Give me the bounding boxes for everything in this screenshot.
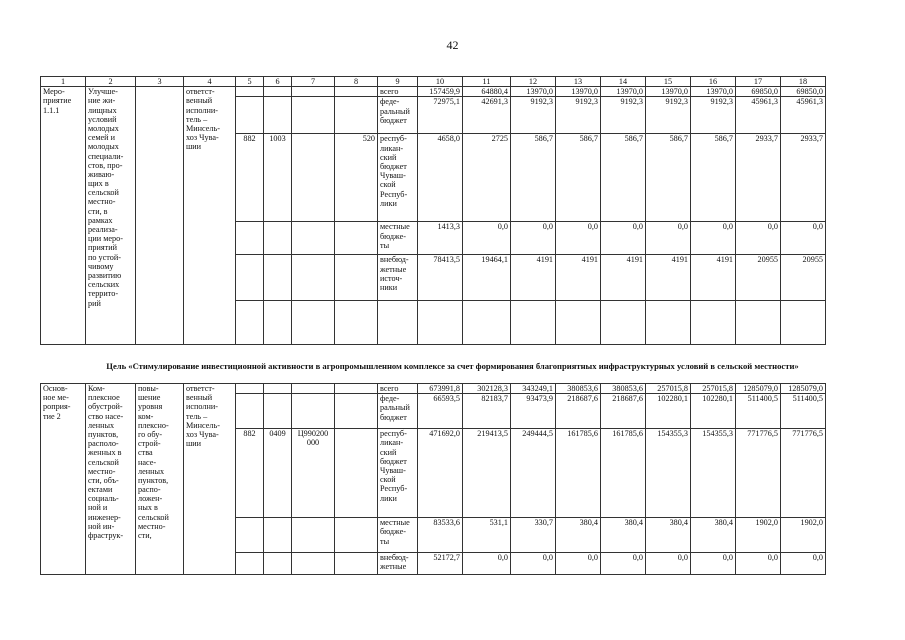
funding-source: внебюд- жетные [378, 553, 418, 575]
funding-source: внебюд- жетные источ- ники [378, 255, 418, 301]
amount-cell: 9192,3 [511, 97, 556, 134]
amount-cell: 380,4 [601, 518, 646, 553]
event-goal: повы- шение уровня ком- плексно- го обу- строй- ства насе- ленных пунктов, распо- ложен- ных в сельской местно- сти, [136, 384, 184, 575]
amount-cell: 673991,8 [418, 384, 463, 394]
amount-cell: 1413,3 [418, 222, 463, 255]
col-number: 2 [86, 77, 136, 87]
amount-cell: 20955 [781, 255, 826, 301]
amount-cell: 257015,8 [691, 384, 736, 394]
amount-cell: 0,0 [736, 222, 781, 255]
col-number: 11 [463, 77, 511, 87]
amount-cell: 380,4 [691, 518, 736, 553]
amount-cell: 4191 [691, 255, 736, 301]
amount-cell: 13970,0 [646, 87, 691, 97]
page-number: 42 [446, 38, 459, 52]
amount-cell: 78413,5 [418, 255, 463, 301]
amount-cell: 9192,3 [691, 97, 736, 134]
amount-cell: 380853,6 [556, 384, 601, 394]
amount-cell: 257015,8 [646, 384, 691, 394]
amount-cell: 1285079,0 [736, 384, 781, 394]
funding-source: всего [378, 384, 418, 394]
amount-cell: 45961,3 [736, 97, 781, 134]
amount-cell: 13970,0 [511, 87, 556, 97]
section-code: 0409 [264, 429, 292, 518]
amount-cell: 13970,0 [556, 87, 601, 97]
amount-cell: 0,0 [463, 553, 511, 575]
amount-cell: 13970,0 [601, 87, 646, 97]
amount-cell: 249444,5 [511, 429, 556, 518]
grbs-code: 882 [236, 429, 264, 518]
amount-cell: 1902,0 [736, 518, 781, 553]
col-number: 17 [736, 77, 781, 87]
executor: ответст- венный исполни- тель – Минсель- хоз Чува- шии [184, 87, 236, 345]
amount-cell: 72975,1 [418, 97, 463, 134]
amount-cell: 154355,3 [646, 429, 691, 518]
col-number: 10 [418, 77, 463, 87]
col-number: 14 [601, 77, 646, 87]
amount-cell: 4191 [601, 255, 646, 301]
amount-cell: 0,0 [601, 553, 646, 575]
col-number: 13 [556, 77, 601, 87]
goal-heading: Цель «Стимулирование инвестиционной активности в агропромышленном комплексе за счет формирования благоприятных инфраструктурных условий в сельской местности» [106, 361, 799, 371]
amount-cell: 1902,0 [781, 518, 826, 553]
amount-cell: 1285079,0 [781, 384, 826, 394]
amount-cell: 161785,6 [556, 429, 601, 518]
amount-cell: 157459,9 [418, 87, 463, 97]
amount-cell: 4658,0 [418, 134, 463, 222]
col-number: 18 [781, 77, 826, 87]
column-number-row [41, 77, 826, 87]
funding-source: местные бюдже- ты [378, 518, 418, 553]
amount-cell: 380853,6 [601, 384, 646, 394]
budget-table-event-1-1-1 [40, 76, 826, 345]
amount-cell: 0,0 [511, 222, 556, 255]
amount-cell: 0,0 [691, 222, 736, 255]
amount-cell: 9192,3 [646, 97, 691, 134]
amount-cell: 0,0 [691, 553, 736, 575]
amount-cell: 2933,7 [736, 134, 781, 222]
amount-cell: 2933,7 [781, 134, 826, 222]
amount-cell: 218687,6 [556, 394, 601, 429]
target-article-code [292, 134, 335, 222]
grbs-code: 882 [236, 134, 264, 222]
amount-cell: 511400,5 [781, 394, 826, 429]
amount-cell: 66593,5 [418, 394, 463, 429]
event-code: Основ- ное ме- роприя- тие 2 [41, 384, 86, 575]
amount-cell: 161785,6 [601, 429, 646, 518]
event-code: Меро- приятие 1.1.1 [41, 87, 86, 345]
amount-cell: 380,4 [556, 518, 601, 553]
target-article-code: Ц990200 000 [292, 429, 335, 518]
col-number: 7 [292, 77, 335, 87]
amount-cell: 19464,1 [463, 255, 511, 301]
amount-cell: 586,7 [691, 134, 736, 222]
amount-cell: 302128,3 [463, 384, 511, 394]
amount-cell: 9192,3 [601, 97, 646, 134]
amount-cell: 531,1 [463, 518, 511, 553]
amount-cell: 4191 [556, 255, 601, 301]
amount-cell: 0,0 [463, 222, 511, 255]
amount-cell: 771776,5 [736, 429, 781, 518]
col-number: 5 [236, 77, 264, 87]
executor: ответст- венный исполни- тель – Минсель- хоз Чува- шии [184, 384, 236, 575]
col-number: 15 [646, 77, 691, 87]
amount-cell: 0,0 [646, 222, 691, 255]
amount-cell: 0,0 [781, 553, 826, 575]
amount-cell: 0,0 [646, 553, 691, 575]
amount-cell: 20955 [736, 255, 781, 301]
amount-cell: 511400,5 [736, 394, 781, 429]
amount-cell: 343249,1 [511, 384, 556, 394]
table-row [41, 384, 826, 394]
funding-source: феде- ральный бюджет [378, 394, 418, 429]
amount-cell: 45961,3 [781, 97, 826, 134]
amount-cell: 42691,3 [463, 97, 511, 134]
amount-cell: 102280,1 [646, 394, 691, 429]
amount-cell: 9192,3 [556, 97, 601, 134]
amount-cell: 586,7 [601, 134, 646, 222]
budget-table-main-event-2 [40, 383, 826, 575]
amount-cell: 4191 [646, 255, 691, 301]
amount-cell: 219413,5 [463, 429, 511, 518]
amount-cell: 64880,4 [463, 87, 511, 97]
amount-cell: 2725 [463, 134, 511, 222]
col-number: 9 [378, 77, 418, 87]
amount-cell: 0,0 [556, 222, 601, 255]
col-number: 16 [691, 77, 736, 87]
amount-cell: 380,4 [646, 518, 691, 553]
col-number: 6 [264, 77, 292, 87]
section-code: 1003 [264, 134, 292, 222]
funding-source: респуб- ликан- ский бюджет Чуваш- ской Респуб- лики [378, 429, 418, 518]
amount-cell: 154355,3 [691, 429, 736, 518]
col-number: 4 [184, 77, 236, 87]
amount-cell: 330,7 [511, 518, 556, 553]
table-row [41, 87, 826, 97]
col-number: 3 [136, 77, 184, 87]
expense-type-code: 520 [335, 134, 378, 222]
funding-source: местные бюдже- ты [378, 222, 418, 255]
col-number: 12 [511, 77, 556, 87]
event-name: Улучше- ние жи- лищных условий молодых семей и молодых специали- стов, про- живаю- щих в сельской местно- сти, в рамках реализа- ции меро- приятий по устой- чивому развитию сельских террито- рий [86, 87, 136, 345]
amount-cell: 83533,6 [418, 518, 463, 553]
funding-source: феде- ральный бюджет [378, 97, 418, 134]
amount-cell: 69850,0 [736, 87, 781, 97]
amount-cell: 0,0 [511, 553, 556, 575]
event-goal [136, 87, 184, 345]
amount-cell: 0,0 [781, 222, 826, 255]
funding-source: респуб- ликан- ский бюджет Чуваш- ской Респуб- лики [378, 134, 418, 222]
amount-cell: 586,7 [511, 134, 556, 222]
expense-type-code [335, 429, 378, 518]
amount-cell: 13970,0 [691, 87, 736, 97]
col-number: 8 [335, 77, 378, 87]
funding-source: всего [378, 87, 418, 97]
amount-cell: 771776,5 [781, 429, 826, 518]
amount-cell: 52172,7 [418, 553, 463, 575]
amount-cell: 586,7 [646, 134, 691, 222]
amount-cell: 218687,6 [601, 394, 646, 429]
event-name: Ком- плексное обустрой- ство насе- ленных пунктов, располо- женных в сельской местно- сти, объ- ектами социаль- ной и инженер- ной ин- фраструк- [86, 384, 136, 575]
amount-cell: 0,0 [736, 553, 781, 575]
col-number: 1 [41, 77, 86, 87]
amount-cell: 0,0 [556, 553, 601, 575]
amount-cell: 4191 [511, 255, 556, 301]
amount-cell: 82183,7 [463, 394, 511, 429]
amount-cell: 93473,9 [511, 394, 556, 429]
amount-cell: 102280,1 [691, 394, 736, 429]
amount-cell: 0,0 [601, 222, 646, 255]
amount-cell: 586,7 [556, 134, 601, 222]
amount-cell: 471692,0 [418, 429, 463, 518]
amount-cell: 69850,0 [781, 87, 826, 97]
